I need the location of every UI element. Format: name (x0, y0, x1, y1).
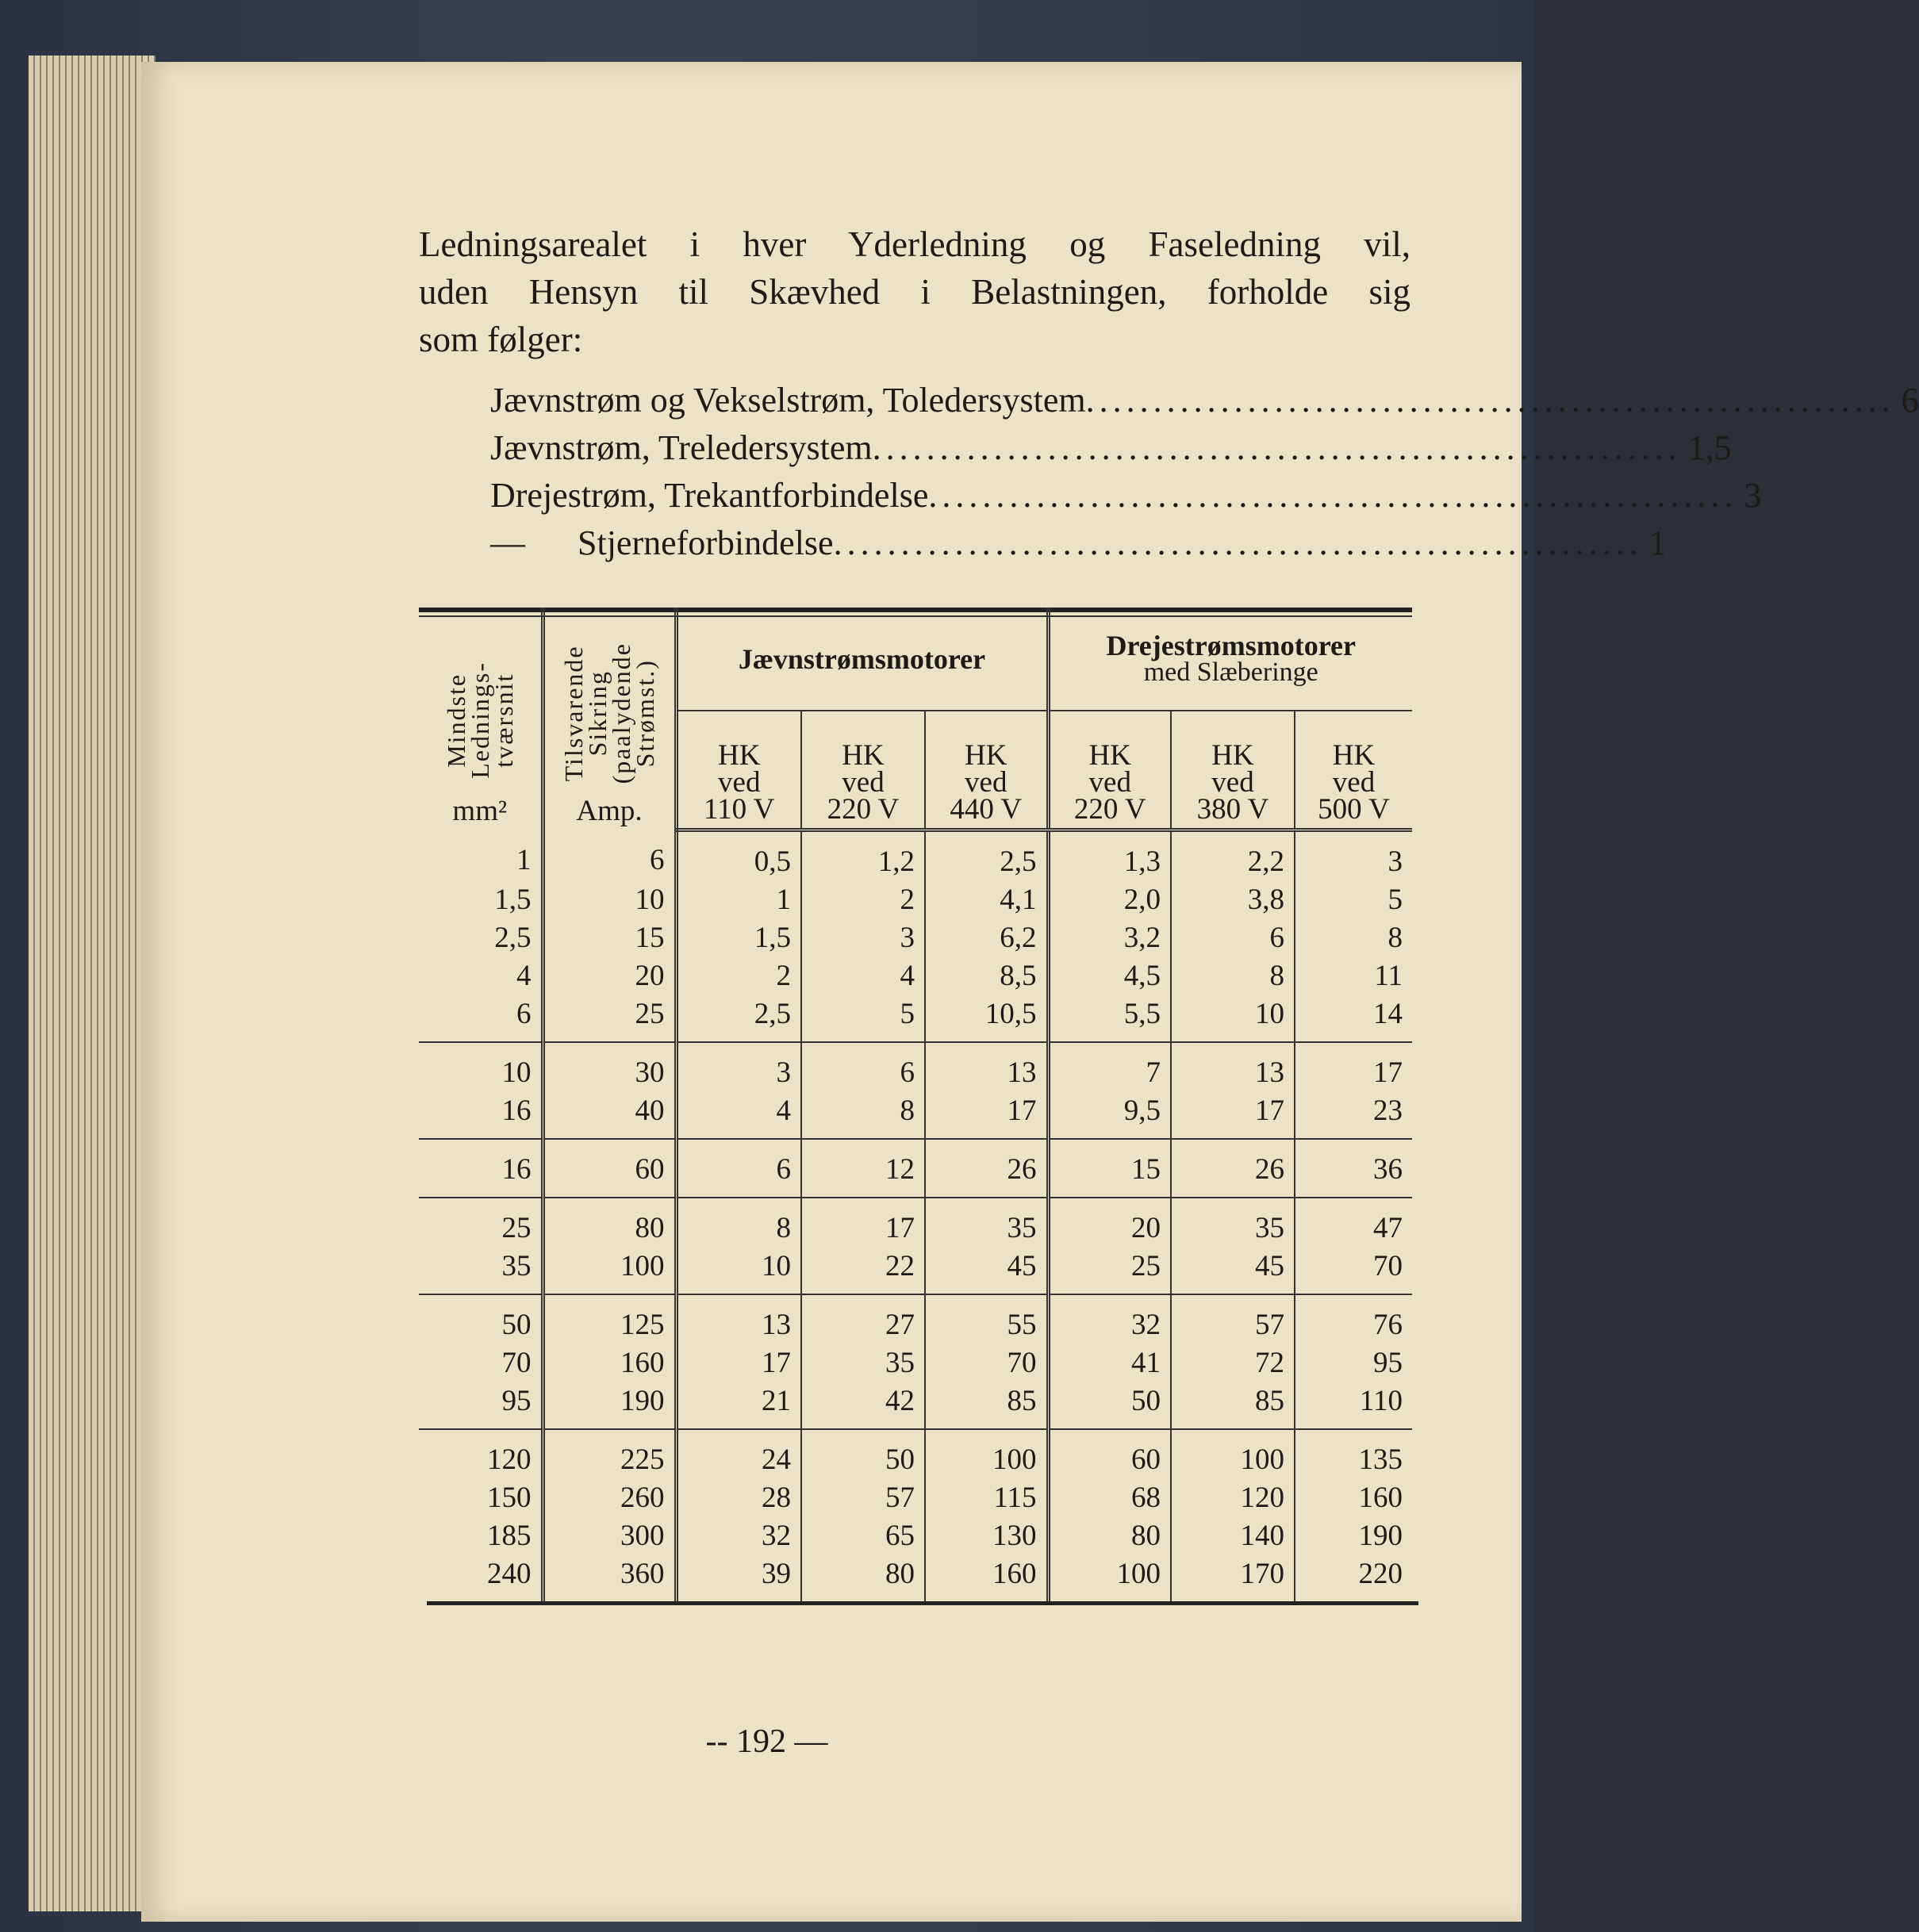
table-cell: 41 (1048, 1344, 1171, 1382)
table-cell: 80 (1048, 1517, 1171, 1555)
table-cell: 39 (676, 1555, 801, 1601)
table-cell: 125 (543, 1294, 676, 1344)
table-cell: 17 (801, 1198, 925, 1248)
table-cell: 1,2 (801, 830, 925, 881)
table-cell: 76 (1295, 1294, 1412, 1344)
table-cell: 14 (1295, 995, 1412, 1042)
table-bottom-rule (427, 1601, 1418, 1605)
table-cell: 15 (1048, 1139, 1171, 1198)
table-cell: 110 (1295, 1382, 1412, 1429)
subheader-line: ved (1211, 765, 1254, 799)
intro-line: Ledningsarealet i hver Yderledning og Faseledning vil, (419, 224, 1410, 264)
table-cell: 4 (516, 959, 532, 992)
subheader-hk (1295, 711, 1412, 830)
ratio-value: 1,5 (1687, 428, 1732, 467)
table-cell: 2,5 (925, 830, 1048, 881)
table-cell: 47 (1295, 1198, 1412, 1248)
header-ac-subtitle: med Slæberinge (1143, 657, 1318, 687)
table-cell: 4 (676, 1092, 801, 1139)
table-row (419, 1382, 1412, 1429)
table-cell: 2,5 (494, 921, 532, 954)
table-cell: 95 (501, 1384, 532, 1417)
leader-dots: ............................................................ (833, 523, 1643, 562)
table-cell: 100 (543, 1248, 676, 1294)
subheader-line: HK (1211, 738, 1254, 772)
header-col1-line: Mindste (441, 673, 470, 768)
table-cell: 15 (543, 919, 676, 957)
table-cell: 17 (925, 1092, 1048, 1139)
table-cell: 10 (419, 1042, 543, 1092)
leader-dots: ............................................................ (928, 476, 1738, 515)
table-row (419, 1429, 1412, 1479)
table-cell: 72 (1171, 1344, 1295, 1382)
table-cell: 1,5 (676, 919, 801, 957)
table-cell: 50 (801, 1429, 925, 1479)
table-cell: 8,5 (925, 957, 1048, 995)
table-row (419, 957, 1412, 995)
header-dc-motors: Jævnstrømsmotorer (676, 608, 1048, 711)
table-cell: 8 (801, 1092, 925, 1139)
table-cell: 10 (543, 881, 676, 919)
table-cell: 25 (419, 1198, 543, 1248)
subheader-line: HK (1332, 738, 1376, 772)
subheader-hk (676, 711, 801, 830)
table-cell: 150 (487, 1481, 532, 1514)
ratio-label: Drejestrøm, Trekantforbindelse (490, 476, 929, 515)
table-cell: 16 (501, 1094, 532, 1127)
table-cell: 17 (1295, 1042, 1412, 1092)
table-row (419, 1294, 1412, 1344)
table-cell: 35 (1171, 1198, 1295, 1248)
table-cell: 25 (543, 995, 676, 1042)
table-row (419, 1517, 1412, 1555)
table-cell: 70 (925, 1344, 1048, 1382)
table-cell: 2 (676, 957, 801, 995)
table-cell: 23 (1295, 1092, 1412, 1139)
table-row (419, 881, 1412, 919)
table-cell: 40 (543, 1092, 676, 1139)
table-cell: 3,2 (1048, 919, 1171, 957)
table-cell: 135 (1295, 1429, 1412, 1479)
ratio-item (490, 377, 1919, 424)
header-col1-unit: mm² (452, 795, 508, 827)
header-col2-line: Strømst.) (631, 658, 659, 767)
table-cell: 20 (543, 957, 676, 995)
table-row (419, 1344, 1412, 1382)
table-cell: 8 (1171, 957, 1295, 995)
table-cell: 10 (1171, 995, 1295, 1042)
table-cell: 1,5 (494, 883, 532, 916)
ratio-value: 3 (1744, 476, 1762, 515)
table-cell: 3 (801, 919, 925, 957)
table-cell: 8 (676, 1198, 801, 1248)
table-cell: 160 (543, 1344, 676, 1382)
table-cell: 300 (543, 1517, 676, 1555)
table-cell: 5,5 (1048, 995, 1171, 1042)
header-col2-line: Sikring (583, 669, 612, 756)
table-cell: 13 (925, 1042, 1048, 1092)
table-cell: 45 (925, 1248, 1048, 1294)
table-cell: 95 (1295, 1344, 1412, 1382)
table-row (419, 1248, 1412, 1294)
subheader-line: HK (718, 738, 761, 772)
table-cell: 6 (1171, 919, 1295, 957)
table-cell: 120 (419, 1429, 543, 1479)
table-cell: 50 (1048, 1382, 1171, 1429)
table-cell: 22 (801, 1248, 925, 1294)
table-cell: 100 (925, 1429, 1048, 1479)
intro-paragraph (419, 220, 1410, 363)
table-row (419, 1139, 1412, 1198)
header-col2-line: Tilsvarende (559, 644, 588, 781)
subheader-hk (801, 711, 925, 830)
table-cell: 190 (1295, 1517, 1412, 1555)
table-row (419, 919, 1412, 957)
table-cell: 70 (1295, 1248, 1412, 1294)
subheader-line: ved (1088, 765, 1131, 799)
subheader-line: 220 V (827, 792, 900, 826)
table-cell: 7 (1048, 1042, 1171, 1092)
table-cell: 2 (801, 881, 925, 919)
ratio-item (490, 519, 1667, 567)
table-cell: 85 (1171, 1382, 1295, 1429)
table-cell: 4 (801, 957, 925, 995)
subheader-line: 380 V (1196, 792, 1269, 826)
table-cell: 80 (543, 1198, 676, 1248)
subheader-line: ved (1332, 765, 1376, 799)
table-cell: 8 (1295, 919, 1412, 957)
table-cell: 3,8 (1171, 881, 1295, 919)
table-cell: 12 (801, 1139, 925, 1198)
table-cell: 13 (1171, 1042, 1295, 1092)
table-row (419, 1092, 1412, 1139)
table-cell: 57 (1171, 1294, 1295, 1344)
header-min-cross-section (419, 608, 543, 830)
table-cell: 120 (1171, 1479, 1295, 1517)
table-cell: 35 (801, 1344, 925, 1382)
subheader-hk (925, 711, 1048, 830)
table-cell: 6 (801, 1042, 925, 1092)
table-cell: 30 (543, 1042, 676, 1092)
table-cell: 190 (543, 1382, 676, 1429)
table-cell: 220 (1295, 1555, 1412, 1601)
table-cell: 32 (1048, 1294, 1171, 1344)
table-cell: 21 (676, 1382, 801, 1429)
table-cell: 2,2 (1171, 830, 1295, 881)
table-cell: 225 (543, 1429, 676, 1479)
ratio-item (490, 472, 1762, 519)
table-row (419, 1198, 1412, 1248)
ratio-value: 1 (1648, 523, 1667, 562)
table-cell: 360 (543, 1555, 676, 1601)
table-cell: 10 (676, 1248, 801, 1294)
table-cell: 3 (1295, 830, 1412, 881)
table-cell: 260 (543, 1479, 676, 1517)
subheader-line: HK (965, 738, 1007, 772)
table-cell: 6 (676, 1139, 801, 1198)
table-cell: 170 (1171, 1555, 1295, 1601)
table-cell: 1 (516, 844, 532, 877)
table-cell: 115 (925, 1479, 1048, 1517)
intro-line: uden Hensyn til Skævhed i Belastningen, forholde sig (419, 272, 1410, 312)
table-cell: 60 (543, 1139, 676, 1198)
header-col2-text (559, 642, 659, 784)
table-cell: 13 (676, 1294, 801, 1344)
table-row (419, 1555, 1412, 1601)
table-cell: 32 (676, 1517, 801, 1555)
table-cell: 185 (487, 1519, 532, 1552)
ratio-label: Jævnstrøm og Vekselstrøm, Toledersystem (490, 381, 1086, 420)
table-cell: 6,2 (925, 919, 1048, 957)
page-edges (29, 56, 155, 1911)
ratio-item (490, 424, 1732, 472)
table-cell: 45 (1171, 1248, 1295, 1294)
table-cell: 3 (676, 1042, 801, 1092)
table-cell: 1 (676, 881, 801, 919)
table-cell: 0,5 (676, 830, 801, 881)
table-row (419, 830, 1412, 881)
header-col1-text (441, 661, 518, 779)
subheader-hk (1171, 711, 1295, 830)
table-cell: 160 (1295, 1479, 1412, 1517)
header-col2-unit: Amp. (576, 795, 643, 827)
table-cell: 42 (801, 1382, 925, 1429)
subheader-line: ved (965, 765, 1007, 799)
table-cell: 65 (801, 1517, 925, 1555)
table-cell: 70 (501, 1346, 532, 1379)
leader-dots: ............................................................ (872, 428, 1682, 467)
subheader-line: 220 V (1073, 792, 1146, 826)
subheader-line: 440 V (950, 792, 1023, 826)
table-cell: 17 (676, 1344, 801, 1382)
table-cell: 17 (1171, 1092, 1295, 1139)
conductor-table (419, 608, 1412, 1601)
table-cell: 6 (516, 997, 532, 1030)
table-cell: 36 (1295, 1139, 1412, 1198)
table-cell: 160 (925, 1555, 1048, 1601)
table-cell: 60 (1048, 1429, 1171, 1479)
table-cell: 100 (1048, 1555, 1171, 1601)
header-col1-line: tværsnit (489, 673, 518, 768)
table-cell: 55 (925, 1294, 1048, 1344)
table-cell: 1,3 (1048, 830, 1171, 881)
subheader-line: ved (842, 765, 885, 799)
header-ac-title: Drejestrømsmotorer (1106, 629, 1356, 661)
table-cell: 80 (801, 1555, 925, 1601)
table-cell: 85 (925, 1382, 1048, 1429)
table-cell: 130 (925, 1517, 1048, 1555)
table-cell: 100 (1171, 1429, 1295, 1479)
header-col2-line: (paalydende (607, 642, 635, 784)
table-cell: 140 (1171, 1517, 1295, 1555)
table-cell: 9,5 (1048, 1092, 1171, 1139)
ratio-list (490, 377, 1919, 567)
table-cell: 50 (419, 1294, 543, 1344)
table-cell: 5 (1295, 881, 1412, 919)
subheader-hk (1048, 711, 1171, 830)
header-col1-line: Lednings- (465, 661, 494, 779)
table-cell: 28 (676, 1479, 801, 1517)
ratio-value: 6 (1901, 381, 1919, 420)
table-cell: 240 (487, 1557, 532, 1590)
table-cell: 2,5 (676, 995, 801, 1042)
header-fuse (543, 608, 676, 830)
table-cell: 26 (1171, 1139, 1295, 1198)
table-cell: 10,5 (925, 995, 1048, 1042)
table-cell: 4,5 (1048, 957, 1171, 995)
table-cell: 6 (543, 830, 676, 881)
subheader-line: HK (1088, 738, 1131, 772)
subheader-line: ved (718, 765, 761, 799)
leader-dots: ............................................................ (1085, 381, 1895, 420)
subheader-line: HK (842, 738, 885, 772)
ratio-label: Jævnstrøm, Treledersystem (490, 428, 873, 467)
page-number: -- 192 — (705, 1723, 828, 1760)
table-cell: 57 (801, 1479, 925, 1517)
table-row (419, 1479, 1412, 1517)
table-cell: 25 (1048, 1248, 1171, 1294)
table-cell: 35 (501, 1249, 532, 1282)
table-cell: 26 (925, 1139, 1048, 1198)
table-cell: 16 (419, 1139, 543, 1198)
table-cell: 4,1 (925, 881, 1048, 919)
subheader-line: 110 V (704, 792, 775, 826)
header-ac-motors (1048, 608, 1412, 711)
table-cell: 35 (925, 1198, 1048, 1248)
table-cell: 11 (1295, 957, 1412, 995)
table-cell: 20 (1048, 1198, 1171, 1248)
table-cell: 5 (801, 995, 925, 1042)
table-cell: 2,0 (1048, 881, 1171, 919)
intro-line: som følger: (419, 320, 583, 359)
table-cell: 27 (801, 1294, 925, 1344)
subheader-line: 500 V (1318, 792, 1390, 826)
table-row (419, 995, 1412, 1042)
table-row (419, 1042, 1412, 1092)
table-cell: 68 (1048, 1479, 1171, 1517)
table-cell: 24 (676, 1429, 801, 1479)
ratio-label: — Stjerneforbindelse (490, 523, 834, 562)
